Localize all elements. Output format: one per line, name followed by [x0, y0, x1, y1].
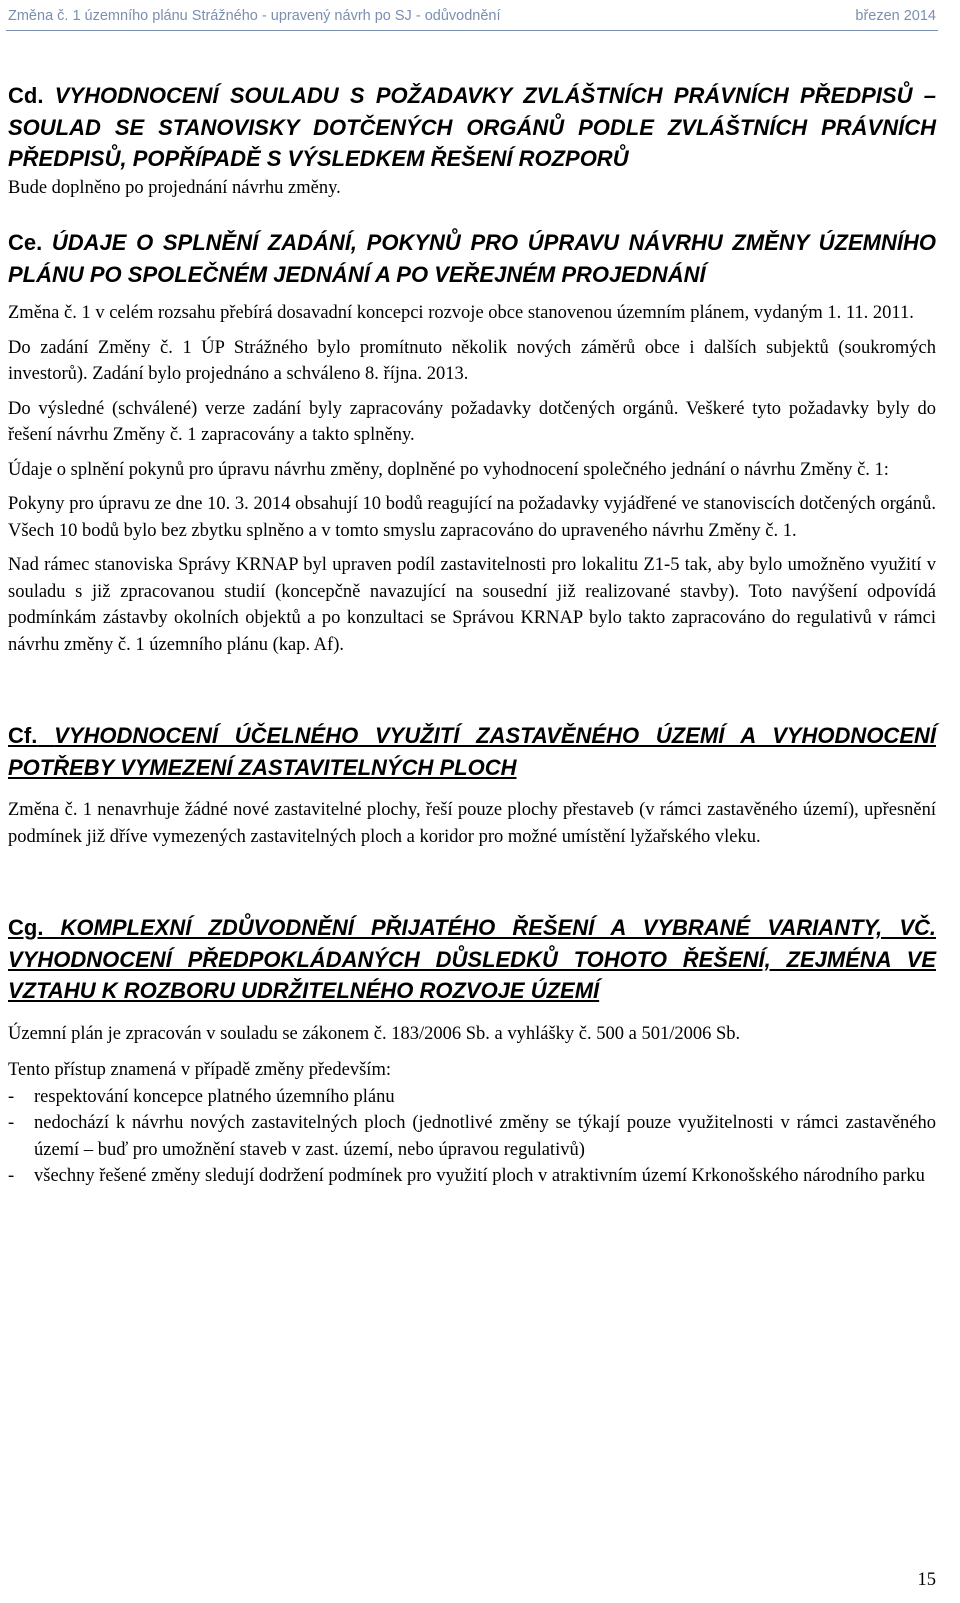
running-header [8, 4, 936, 28]
section-number: Cg. [8, 915, 44, 940]
list-item-text: nedochází k návrhu nových zastavitelných ploch (jednotlivé změny se týkají pouze využitelnosti v rámci zastavěného území – buď pro umožnění staveb v zast. území, nebo úpravou regulativů) [34, 1113, 936, 1160]
bullet-list [8, 1084, 936, 1190]
paragraph: Do zadání Změny č. 1 ÚP Strážného bylo promítnuto několik nových záměrů obce i dalších subjektů (soukromých investorů). Zadání bylo projednáno a schváleno 8. října. 2013. [8, 337, 936, 384]
page-number: 15 [917, 1570, 936, 1590]
paragraph: Pokyny pro úpravu ze dne 10. 3. 2014 obsahují 10 bodů reagující na požadavky vyjádřené ve stanoviscích dotčených orgánů. Všech 10 bodů bylo bez zbytku splněno a v tomto smyslu zapracováno do upraveného návrhu Změny č. 1. [8, 494, 936, 541]
list-item-text: respektování koncepce platného územního plánu [34, 1086, 395, 1107]
section-heading-cg [8, 912, 936, 1007]
paragraph: Bude doplněno po projednání návrhu změny. [8, 177, 341, 198]
list-item-text: všechny řešené změny sledují dodržení podmínek pro využití ploch v atraktivním území Krkonošského národního parku [34, 1166, 925, 1186]
section-title: KOMPLEXNÍ ZDŮVODNĚNÍ PŘIJATÉHO ŘEŠENÍ A VYBRANÉ VARIANTY, VČ. VYHODNOCENÍ PŘEDPOKLÁDANÝCH DŮSLEDKŮ TOHOTO ŘEŠENÍ, ZEJMÉNA VE VZTAHU K ROZBORU UDRŽITELNÉHO ROZVOJE ÚZEMÍ [8, 915, 936, 1003]
paragraph: Tento přístup znamená v případě změny především: [8, 1060, 391, 1080]
section-title: ÚDAJE O SPLNĚNÍ ZADÁNÍ, POKYNŮ PRO ÚPRAVU NÁVRHU ZMĚNY ÚZEMNÍHO PLÁNU PO SPOLEČNÉM JEDNÁNÍ A PO VEŘEJNÉM PROJEDNÁNÍ [8, 230, 936, 287]
list-dash: - [8, 1166, 15, 1186]
paragraph: Územní plán je zpracován v souladu se zákonem č. 183/2006 Sb. a vyhlášky č. 500 a 501/2006 Sb. [8, 1023, 741, 1044]
section-heading-cf [8, 720, 936, 783]
list-item [8, 1110, 936, 1163]
section-number: Cd. [8, 83, 44, 108]
list-dash: - [8, 1086, 15, 1107]
page-content [8, 80, 936, 1190]
paragraph: Do výsledné (schválené) verze zadání byly zapracovány požadavky dotčených orgánů. Veškeré tyto požadavky byly do řešení návrhu Změny č. 1 zapracovány a takto splněny. [8, 398, 936, 445]
paragraph: Údaje o splnění pokynů pro úpravu návrhu změny, doplněné po vyhodnocení společného jednání o návrhu Změny č. 1: [8, 459, 889, 480]
section-title: VYHODNOCENÍ ÚČELNÉHO VYUŽITÍ ZASTAVĚNÉHO ÚZEMÍ A VYHODNOCENÍ POTŘEBY VYMEZENÍ ZASTAVITELNÝCH PLOCH [8, 723, 936, 780]
section-title: VYHODNOCENÍ SOULADU S POŽADAVKY ZVLÁŠTNÍCH PRÁVNÍCH PŘEDPISŮ – SOULAD SE STANOVISKY DOTČENÝCH ORGÁNŮ PODLE ZVLÁŠTNÍCH PRÁVNÍCH PŘEDPISŮ, POPŘÍPADĚ S VÝSLEDKEM ŘEŠENÍ ROZPORŮ [8, 83, 936, 171]
header-document-title: Změna č. 1 územního plánu Strážného - upravený návrh po SJ - odůvodnění [8, 8, 501, 24]
section-number: Cf. [8, 723, 38, 748]
list-item [8, 1163, 936, 1190]
list-dash: - [8, 1113, 15, 1133]
section-number: Ce. [8, 230, 43, 255]
paragraph: Změna č. 1 v celém rozsahu přebírá dosavadní koncepci rozvoje obce stanovenou územním plánem, vydaným 1. 11. 2011. [8, 303, 914, 323]
paragraph: Nad rámec stanoviska Správy KRNAP byl upraven podíl zastavitelnosti pro lokalitu Z1-5 tak, aby bylo umožněno využití v souladu s již zpracovanou studií (koncepčně navazující na sousední již realizované stavby). Toto navýšení odpovídá podmínkám zástavby okolních objektů a po konzultaci se Správou KRNAP bylo takto zapracováno do regulativů v rámci návrhu změny č. 1 územního plánu (kap. Af). [8, 555, 936, 655]
paragraph: Změna č. 1 nenavrhuje žádné nové zastavitelné plochy, řeší pouze plochy přestaveb (v rámci zastavěného území), upřesnění podmínek již dříve vymezených zastavitelných ploch a koridor pro možné umístění lyžařského vleku. [8, 800, 936, 847]
header-date: březen 2014 [855, 8, 936, 24]
section-heading-cd [8, 80, 936, 175]
section-heading-ce [8, 227, 936, 290]
list-item [8, 1084, 936, 1111]
header-divider [6, 30, 938, 31]
